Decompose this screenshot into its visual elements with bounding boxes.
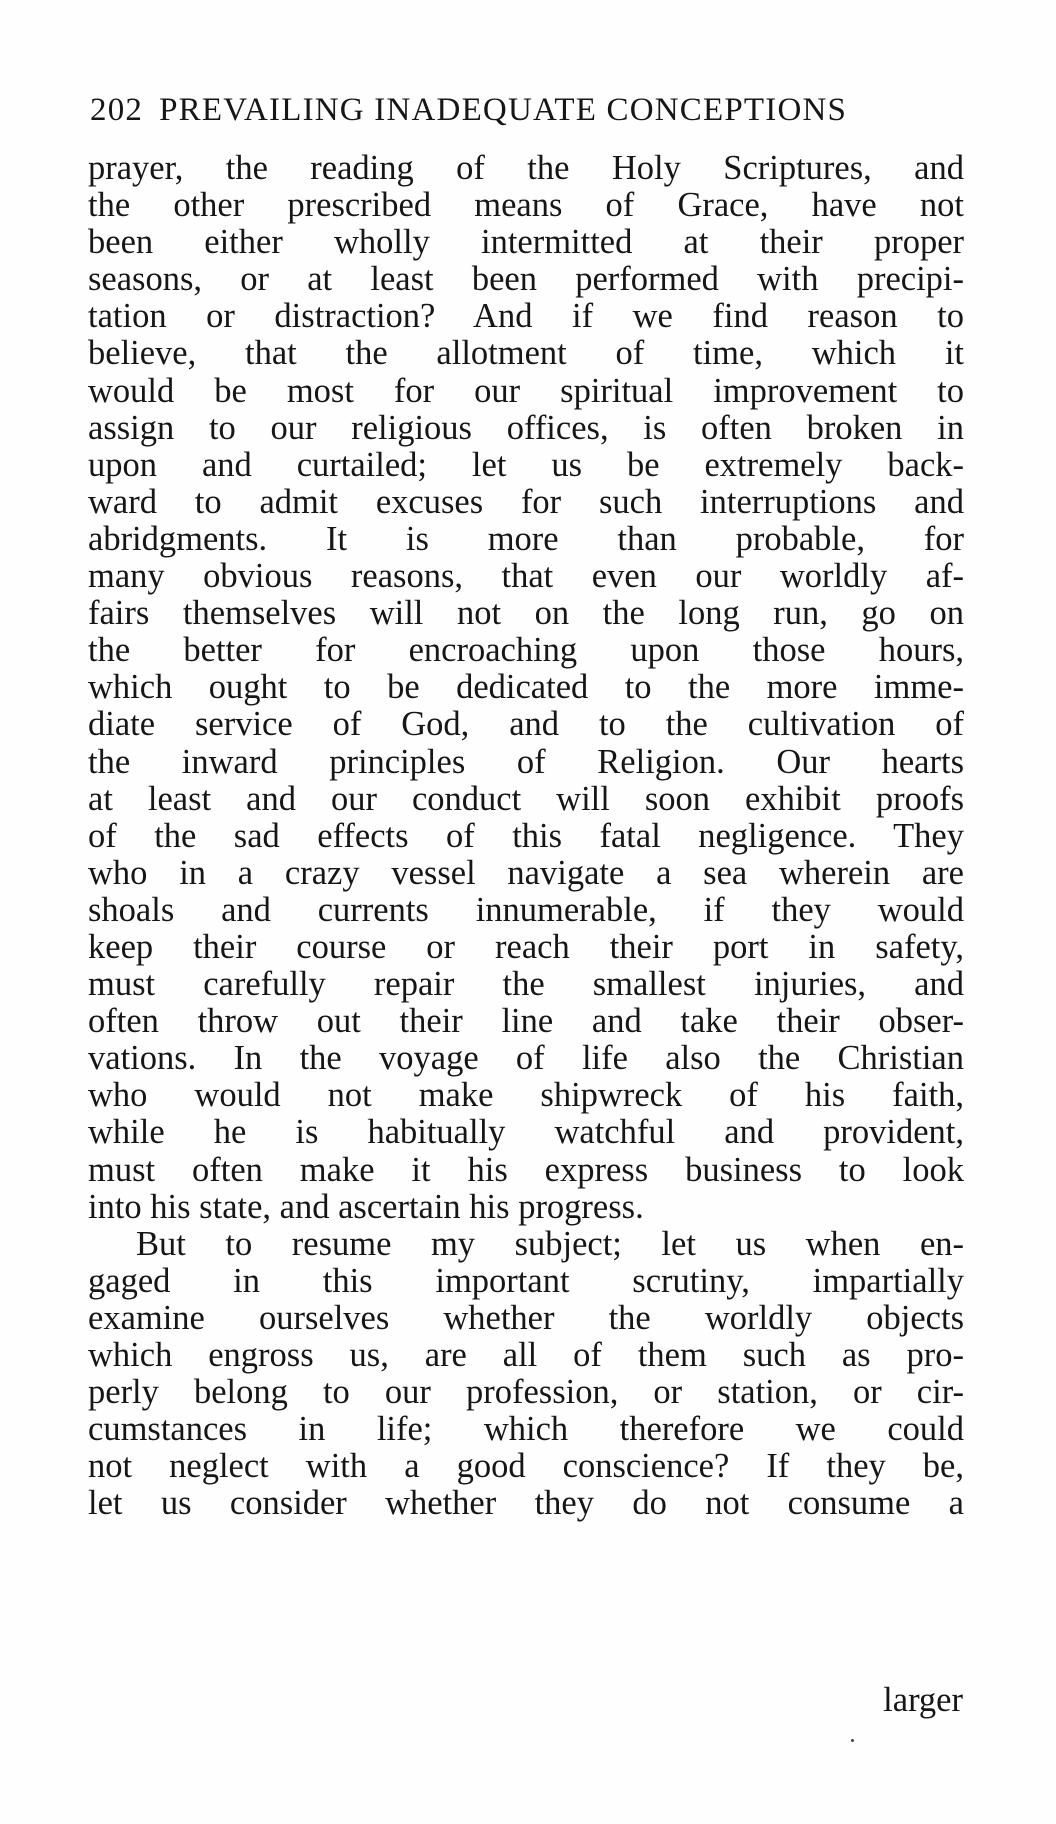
body-text xyxy=(88,150,964,1522)
text-line: fairs themselves will not on the long run, go on xyxy=(88,594,964,633)
text-line: seasons, or at least been performed with precipi- xyxy=(88,260,964,299)
text-line: upon and curtailed; let us be extremely back- xyxy=(88,445,964,484)
paragraph-end-line: into his state, and ascertain his progress. xyxy=(88,1187,644,1226)
running-title: PREVAILING INADEQUATE CONCEPTIONS xyxy=(159,92,848,128)
text-line: of the sad effects of this fatal negligence. They xyxy=(88,816,964,855)
running-head xyxy=(90,92,960,129)
text-line: the other prescribed means of Grace, have not xyxy=(88,186,964,225)
text-line: many obvious reasons, that even our worldly af- xyxy=(88,557,964,596)
text-line: must carefully repair the smallest injuries, and xyxy=(88,965,964,1004)
page-number: 202 xyxy=(90,92,144,128)
text-line: ward to admit excuses for such interruptions and xyxy=(88,482,964,521)
catchword: larger xyxy=(883,1681,963,1719)
text-line: assign to our religious offices, is often broken in xyxy=(88,408,964,447)
text-line: the inward principles of Religion. Our hearts xyxy=(88,742,964,781)
text-line: been either wholly intermitted at their proper xyxy=(88,223,964,262)
paragraph-start-line: But to resume my subject; let us when en- xyxy=(136,1224,964,1263)
text-line: let us consider whether they do not consume a xyxy=(88,1484,964,1523)
text-line: prayer, the reading of the Holy Scriptures, and xyxy=(88,149,964,187)
text-line: would be most for our spiritual improvement to xyxy=(88,371,964,410)
text-line: examine ourselves whether the worldly objects xyxy=(88,1298,964,1337)
text-line: not neglect with a good conscience? If they be, xyxy=(88,1447,964,1486)
text-line: at least and our conduct will soon exhibit proofs xyxy=(88,779,964,818)
text-line: abridgments. It is more than probable, for xyxy=(88,519,964,558)
text-line: keep their course or reach their port in safety, xyxy=(88,927,964,966)
ink-speck xyxy=(851,1739,854,1742)
text-line: perly belong to our profession, or station, or cir- xyxy=(88,1373,964,1412)
text-line: gaged in this important scrutiny, impartially xyxy=(88,1261,964,1300)
text-line: which ought to be dedicated to the more imme- xyxy=(88,668,964,707)
text-line: who in a crazy vessel navigate a sea wherein are xyxy=(88,853,964,892)
text-line: who would not make shipwreck of his faith, xyxy=(88,1076,964,1115)
text-line: believe, that the allotment of time, which it xyxy=(88,334,964,373)
text-line: diate service of God, and to the cultivation of xyxy=(88,705,964,744)
text-line: tation or distraction? And if we find reason to xyxy=(88,297,964,336)
text-line: shoals and currents innumerable, if they would xyxy=(88,890,964,929)
text-line: the better for encroaching upon those hours, xyxy=(88,631,964,670)
text-line: vations. In the voyage of life also the Christian xyxy=(88,1039,964,1078)
text-line: must often make it his express business to look xyxy=(88,1150,964,1189)
text-line: often throw out their line and take their obser- xyxy=(88,1002,964,1041)
text-line: while he is habitually watchful and provident, xyxy=(88,1113,964,1152)
text-line: which engross us, are all of them such as pro- xyxy=(88,1336,964,1374)
text-line: cumstances in life; which therefore we could xyxy=(88,1410,964,1449)
